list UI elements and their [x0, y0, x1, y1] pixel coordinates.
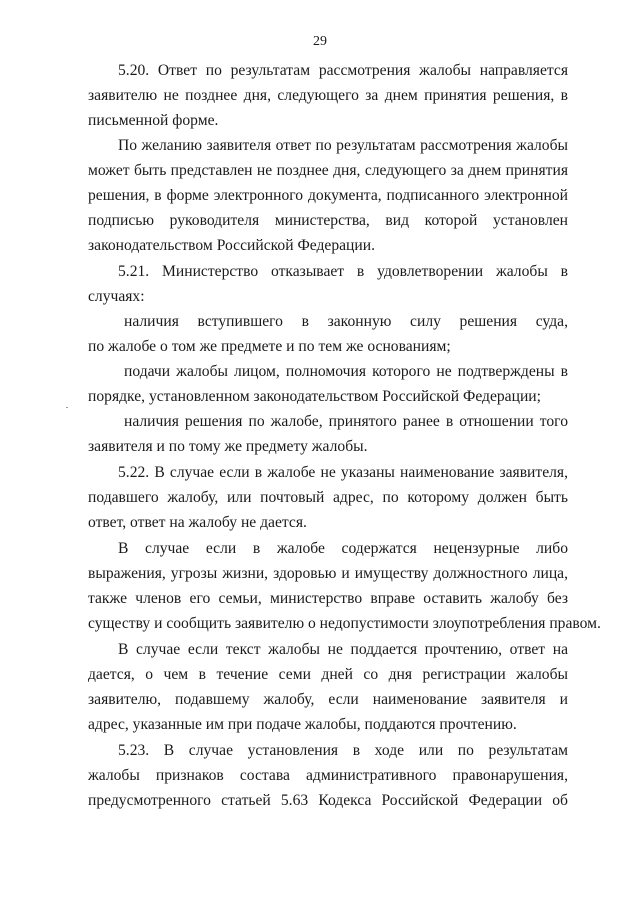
text-line: подавшего жалобу, или почтовый адрес, по которому должен быть	[88, 489, 568, 506]
text-line: ответ, ответ на жалобу не дается.	[88, 514, 307, 531]
scan-mark	[66, 407, 68, 408]
text-line: также членов его семьи, министерство вправе оставить жалобу без	[88, 590, 568, 607]
text-line: 5.20. Ответ по результатам рассмотрения жалобы направляется	[118, 62, 568, 79]
text-line: дается, о чем в течение семи дней со дня регистрации жалобы	[88, 666, 568, 683]
text-line: заявителю, подавшему жалобу, если наименование заявителя и	[88, 691, 568, 708]
text-line: В случае если в жалобе содержатся нецензурные либо	[118, 540, 568, 557]
text-line: подачи жалобы лицом, полномочия которого не подтверждены в	[124, 363, 568, 380]
text-line: 5.22. В случае если в жалобе не указаны наименование заявителя,	[118, 464, 568, 481]
text-line: заявителю не позднее дня, следующего за днем принятия решения, в	[88, 87, 568, 104]
text-line: заявителя и по тому же предмету жалобы.	[88, 438, 368, 455]
page-number: 29	[313, 34, 327, 49]
text-line: наличия вступившего в законную силу решения суда,	[124, 313, 568, 330]
text-line: может быть представлен не позднее дня, следующего за днем принятия	[88, 162, 568, 179]
text-line: 5.21. Министерство отказывает в удовлетворении жалобы в	[118, 263, 568, 280]
text-line: 5.23. В случае установления в ходе или по результатам	[118, 742, 568, 759]
text-line: письменной форме.	[88, 112, 219, 129]
text-line: жалобы признаков состава административного правонарушения,	[88, 767, 568, 784]
text-line: существу и сообщить заявителю о недопустимости злоупотребления правом.	[88, 615, 601, 632]
text-line: подписью руководителя министерства, вид которой установлен	[88, 212, 568, 229]
text-line: выражения, угрозы жизни, здоровью и имуществу должностного лица,	[88, 565, 568, 582]
text-line: случаях:	[88, 288, 145, 305]
text-line: По желанию заявителя ответ по результатам рассмотрения жалобы	[118, 137, 568, 154]
text-line: по жалобе о том же предмете и по тем же основаниям;	[88, 338, 451, 355]
text-line: порядке, установленном законодательством Российской Федерации;	[88, 388, 541, 405]
text-line: В случае если текст жалобы не поддается прочтению, ответ на	[118, 641, 568, 658]
text-line: предусмотренного статьей 5.63 Кодекса Российской Федерации об	[88, 792, 568, 809]
text-line: решения, в форме электронного документа, подписанного электронной	[88, 187, 568, 204]
text-line: законодательством Российской Федерации.	[88, 237, 375, 254]
text-line: наличия решения по жалобе, принятого ранее в отношении того	[124, 413, 568, 430]
text-line: адрес, указанные им при подаче жалобы, поддаются прочтению.	[88, 716, 517, 733]
